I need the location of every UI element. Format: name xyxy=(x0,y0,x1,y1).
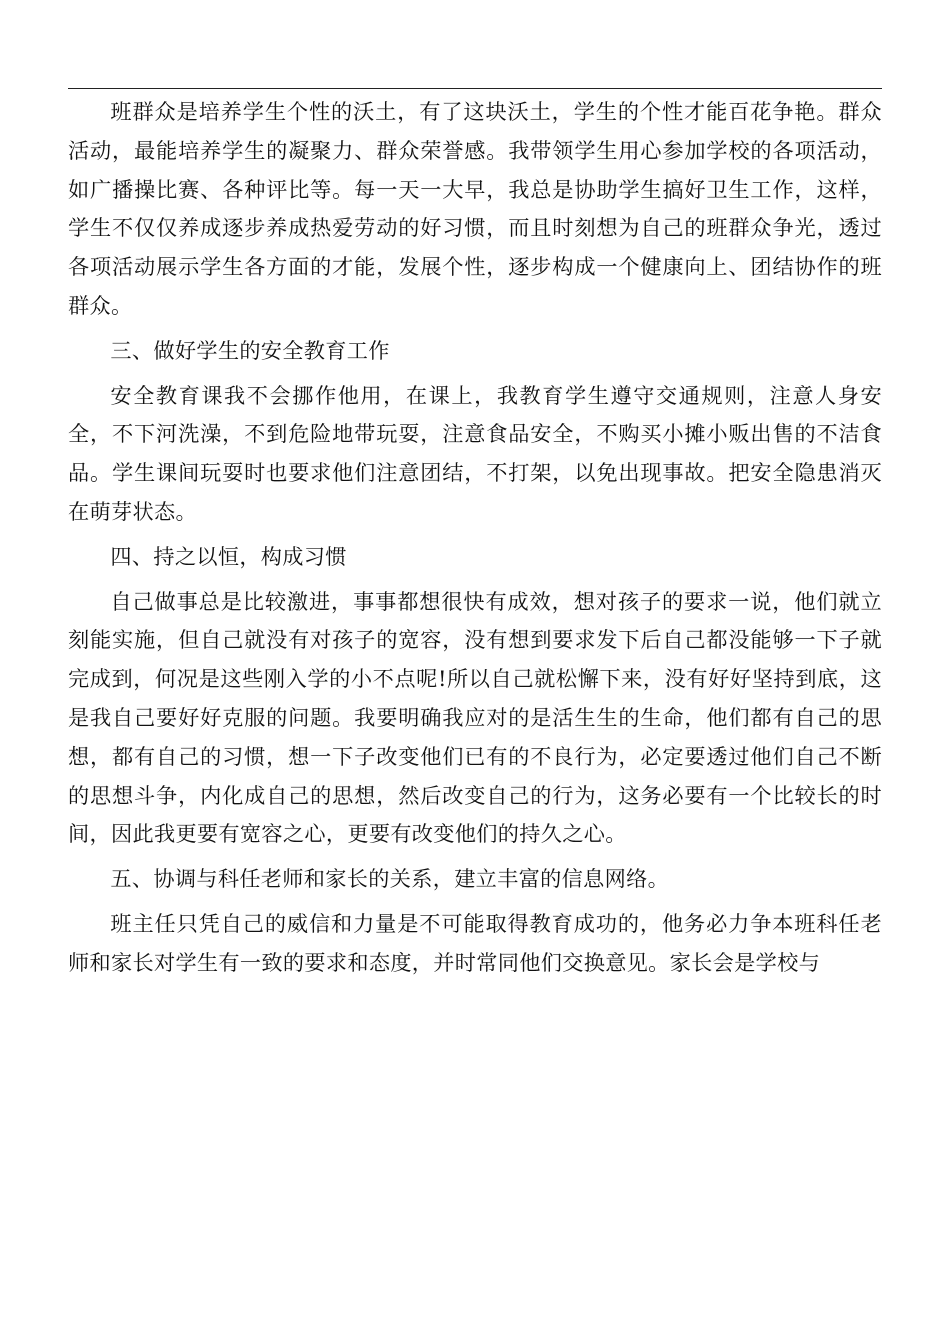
paragraph-coordination: 班主任只凭自己的威信和力量是不可能取得教育成功的，他务必力争本班科任老师和家长对学生有一致的要求和态度，并时常同他们交换意见。家长会是学校与 xyxy=(68,910,882,975)
heading-safety-education: 三、做好学生的安全教育工作 xyxy=(110,337,390,363)
heading-persistence: 四、持之以恒，构成习惯 xyxy=(110,543,347,569)
header-rule xyxy=(68,88,882,89)
paragraph-safety-education: 安全教育课我不会挪作他用，在课上，我教育学生遵守交通规则，注意人身安全，不下河洗澡，不到危险地带玩耍，注意食品安全，不购买小摊小贩出售的不洁食品。学生课间玩耍时也要求他们注意团结，不打架，以免出现事故。把安全隐患消灭在萌芽状态。 xyxy=(68,382,882,524)
document-body xyxy=(68,93,882,983)
paragraph-persistence: 自己做事总是比较激进，事事都想很快有成效，想对孩子的要求一说，他们就立刻能实施，但自己就没有对孩子的宽容，没有想到要求发下后自己都没能够一下子就完成到，何况是这些刚入学的小不点呢!所以自己就松懈下来，没有好好坚持到底，这是我自己要好好克服的问题。我要明确我应对的是活生生的生命，他们都有自己的思想，都有自己的习惯，想一下子改变他们已有的不良行为，必定要透过他们自己不断的思想斗争，内化成自己的思想，然后改变自己的行为，这务必要有一个比较长的时间，因此我更要有宽容之心，更要有改变他们的持久之心。 xyxy=(68,588,882,847)
heading-coordination: 五、协调与科任老师和家长的关系，建立丰富的信息网络。 xyxy=(110,866,670,892)
paragraph-class-activities: 班群众是培养学生个性的沃土，有了这块沃土，学生的个性才能百花争艳。群众活动，最能培养学生的凝聚力、群众荣誉感。我带领学生用心参加学校的各项活动，如广播操比赛、各种评比等。每一天一大早，我总是协助学生搞好卫生工作，这样，学生不仅仅养成逐步养成热爱劳动的好习惯，而且时刻想为自己的班群众争光，透过各项活动展示学生各方面的才能，发展个性，逐步构成一个健康向上、团结协作的班群众。 xyxy=(68,99,882,318)
